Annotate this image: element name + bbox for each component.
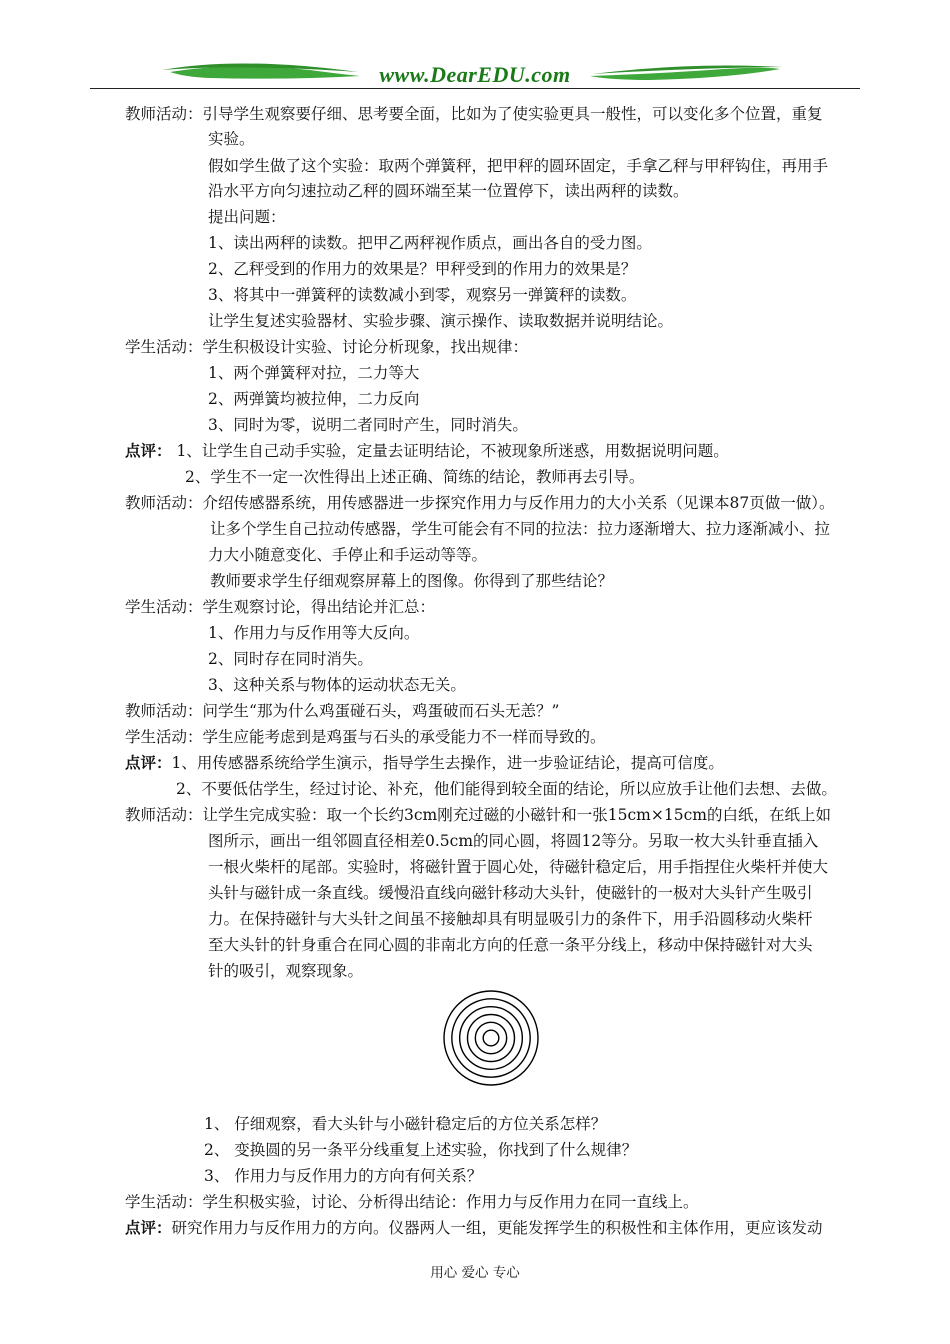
text-line (208, 129, 255, 149)
line-text: 让学生完成实验：取一个长约3cm刚充过磁的小磁针和一张15cm×15cm的白纸，在纸上如 (202, 806, 831, 824)
text-line (125, 597, 435, 617)
text-line (204, 1114, 606, 1134)
text-line (125, 727, 606, 747)
line-text: 图所示，画出一组邻圆直径相差0.5cm的同心圆，将圆12等分。另取一枚大头针垂直插入 (208, 832, 819, 850)
text-line (208, 156, 828, 176)
line-text: 力大小随意变化、手停止和手运动等等。 (208, 546, 488, 564)
text-line (176, 779, 837, 799)
line-text: 学生积极实验，讨论、分析得出结论：作用力与反作用力在同一直线上。 (202, 1193, 699, 1211)
line-text: 沿水平方向匀速拉动乙秤的圆环端至某一位置停下，读出两秤的读数。 (208, 182, 689, 200)
line-text: 学生应能考虑到是鸡蛋与石头的承受能力不一样而导致的。 (202, 728, 606, 746)
text-line (208, 363, 419, 383)
line-text: 3、 作用力与反作用力的方向有何关系？ (204, 1167, 483, 1185)
line-text: 头针与磁针成一条直线。缓慢沿直线向磁针移动大头针，使磁针的一极对大头针产生吸引 (208, 884, 813, 902)
line-text: 1、两个弹簧秤对拉，二力等大 (208, 364, 420, 382)
concentric-circle (452, 999, 530, 1077)
text-line (208, 857, 828, 877)
line-text: 3、同时为零，说明二者同时产生，同时消失。 (208, 416, 528, 434)
line-text: 引导学生观察要仔细、思考要全面，比如为了使实验更具一般性，可以变化多个位置，重复 (202, 105, 823, 123)
concentric-circle (475, 1022, 506, 1053)
text-line (208, 545, 487, 565)
text-line (125, 1192, 699, 1212)
concentric-circle (468, 1015, 515, 1062)
text-line (210, 519, 830, 539)
line-text: 让学生复述实验器材、实验步骤、演示操作、读取数据并说明结论。 (208, 312, 674, 330)
text-line (208, 285, 636, 305)
text-line (125, 493, 835, 513)
text-line (208, 649, 373, 669)
line-text: 2、同时存在同时消失。 (208, 650, 373, 668)
line-text: 针的吸引，观察现象。 (208, 962, 364, 980)
page-header (90, 58, 860, 92)
text-line (208, 935, 813, 955)
text-line (208, 961, 363, 981)
line-text: 研究作用力与反作用力的方向。仪器两人一组，更能发挥学生的积极性和主体作用，更应该发动 (171, 1219, 823, 1237)
text-line (204, 1140, 637, 1160)
text-line (125, 753, 724, 773)
line-text: 2、两弹簧均被拉伸，二力反向 (208, 390, 420, 408)
section-label: 教师活动： (125, 702, 203, 720)
line-text: 1、用传感器系统给学生演示，指导学生去操作，进一步验证结论，提高可信度。 (171, 754, 724, 772)
line-text: 实验。 (208, 130, 255, 148)
section-label: 学生活动： (125, 728, 203, 746)
line-text: 让多个学生自己拉动传感器，学生可能会有不同的拉法：拉力逐渐增大、拉力逐渐减小、拉 (210, 520, 831, 538)
site-logo-text: www.DearEDU.com (379, 62, 571, 87)
section-label: 学生活动： (125, 598, 203, 616)
text-line (208, 389, 419, 409)
line-text: 力。在保持磁针与大头针之间虽不接触却具有明显吸引力的条件下，用手沿圆移动火柴杆 (208, 910, 813, 928)
line-text: 至大头针的针身重合在同心圆的非南北方向的任意一条平分线上，移动中保持磁针对大头 (208, 936, 813, 954)
text-line (204, 1166, 482, 1186)
section-label: 点评： (125, 753, 172, 772)
text-line (208, 181, 689, 201)
header-rule (90, 88, 860, 89)
line-text: 假如学生做了这个实验：取两个弹簧秤，把甲秤的圆环固定，手拿乙秤与甲秤钩住，再用手 (208, 157, 829, 175)
text-line (208, 233, 652, 253)
text-line (125, 805, 831, 825)
line-text: 2、不要低估学生，经过讨论、补充，他们能得到较全面的结论，所以应放手让他们去想、去做。 (176, 780, 837, 798)
section-label: 教师活动： (125, 806, 203, 824)
line-text: 一根火柴杆的尾部。实验时，将磁针置于圆心处，待磁针稳定后，用手指捏住火柴杆并使大 (208, 858, 829, 876)
line-text: 1、 仔细观察，看大头针与小磁针稳定后的方位关系怎样？ (204, 1115, 607, 1133)
text-line (208, 259, 636, 279)
concentric-circle (444, 991, 538, 1085)
concentric-circles-diagram (441, 988, 541, 1088)
section-label: 学生活动： (125, 338, 203, 356)
text-line (208, 207, 286, 227)
text-line (208, 311, 673, 331)
line-text: 学生积极设计实验、讨论分析现象，找出规律： (202, 338, 529, 356)
text-line (125, 104, 823, 124)
text-line (208, 909, 813, 929)
line-text: 介绍传感器系统，用传感器进一步探究作用力与反作用力的大小关系（见课本87页做一做）。 (202, 494, 835, 512)
line-text: 学生观察讨论，得出结论并汇总： (202, 598, 436, 616)
concentric-circle (483, 1030, 499, 1046)
line-text: 2、 变换圆的另一条平分线重复上述实验，你找到了什么规律？ (204, 1141, 638, 1159)
line-text: 3、这种关系与物体的运动状态无关。 (208, 676, 466, 694)
text-line (125, 337, 528, 357)
line-text: 1、让学生自己动手实验，定量去证明结论，不被现象所迷惑，用数据说明问题。 (171, 442, 729, 460)
section-label: 学生活动： (125, 1193, 203, 1211)
text-line (208, 623, 419, 643)
section-label: 点评： (125, 441, 172, 460)
text-line (208, 883, 813, 903)
line-text: 问学生“那为什么鸡蛋碰石头，鸡蛋破而石头无恙？” (202, 702, 560, 720)
line-text: 2、乙秤受到的作用力的效果是？甲秤受到的作用力的效果是？ (208, 260, 637, 278)
section-label: 点评： (125, 1218, 172, 1237)
text-line (125, 1218, 823, 1238)
text-line (185, 467, 644, 487)
line-text: 1、读出两秤的读数。把甲乙两秤视作质点，画出各自的受力图。 (208, 234, 652, 252)
line-text: 2、学生不一定一次性得出上述正确、简练的结论，教师再去引导。 (185, 468, 645, 486)
concentric-circles-figure (441, 988, 541, 1092)
text-line (208, 831, 818, 851)
text-line (125, 441, 729, 461)
text-line (125, 701, 559, 721)
text-line (208, 415, 528, 435)
line-text: 1、作用力与反作用等大反向。 (208, 624, 420, 642)
line-text: 教师要求学生仔细观察屏幕上的图像。你得到了那些结论？ (210, 572, 614, 590)
section-label: 教师活动： (125, 105, 203, 123)
line-text: 3、将其中一弹簧秤的读数减小到零，观察另一弹簧秤的读数。 (208, 286, 637, 304)
text-line (210, 571, 613, 591)
section-label: 教师活动： (125, 494, 203, 512)
page-footer: 用心 爱心 专心 (430, 1265, 520, 1281)
concentric-circle (460, 1007, 523, 1070)
line-text: 提出问题： (208, 208, 286, 226)
text-line (208, 675, 466, 695)
